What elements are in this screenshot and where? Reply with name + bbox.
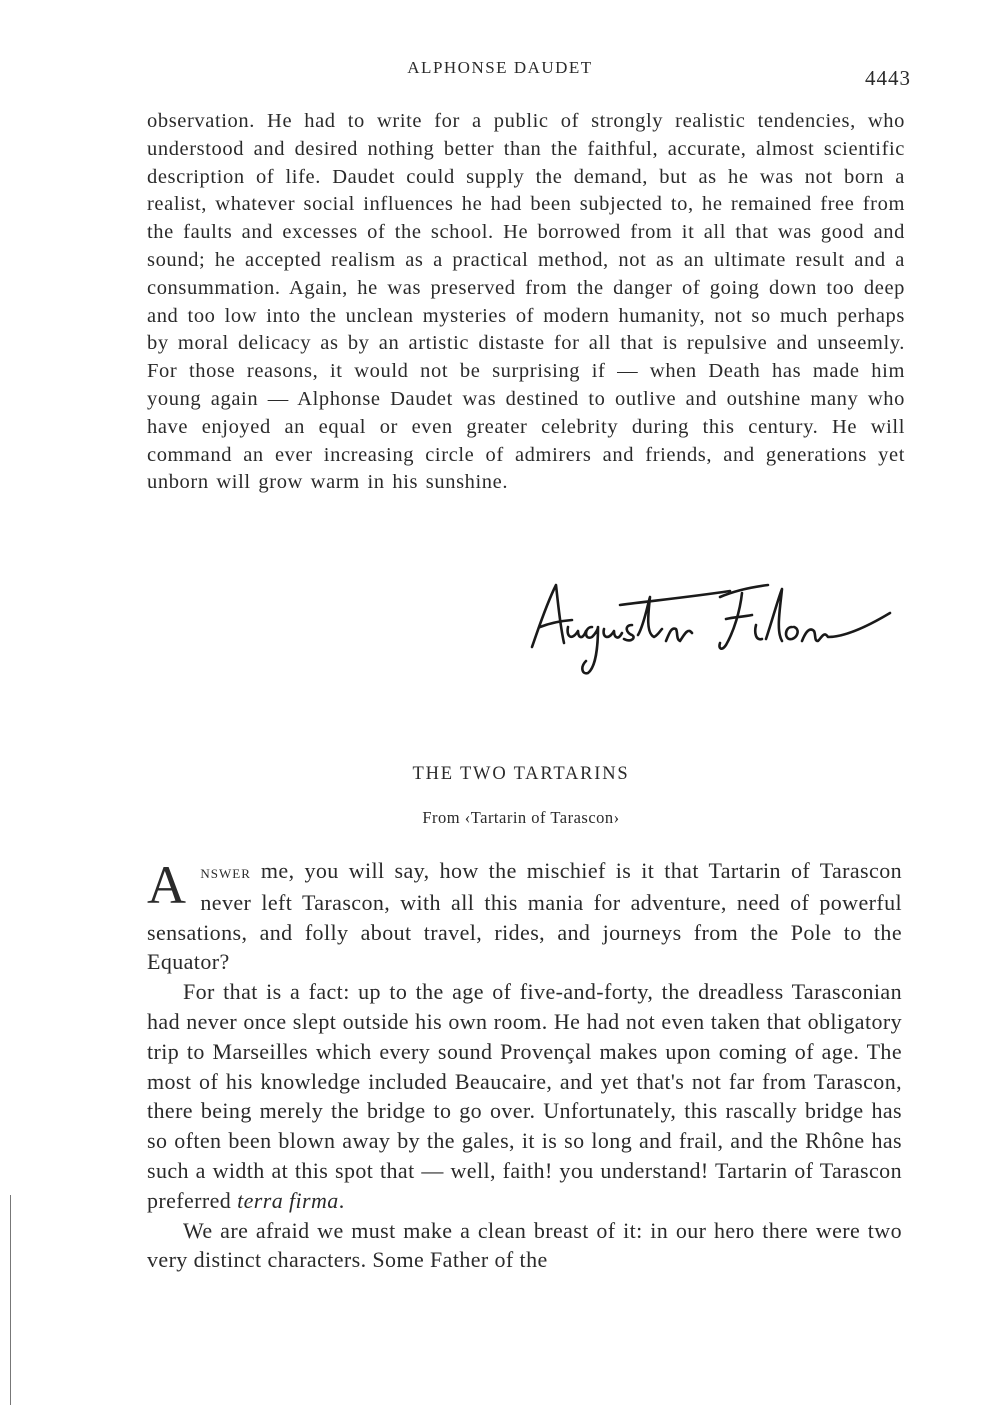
signature-image [520,575,900,685]
story-paragraph-2 [147,977,902,1215]
running-head: ALPHONSE DAUDET [407,58,593,77]
story-paragraph-3: We are afraid we must make a clean breast of it: in our hero there were two very distinct characters. Some Father of the [147,1217,902,1273]
story-paragraph-1 [147,856,902,977]
essay-paragraph: observation. He had to write for a public of strongly realistic tendencies, who understood and desired nothing better than the faithful, accurate, almost scientific description of life. Daudet could supply the demand, but as he was not born a realist, whatever social influences he had been subjected to, he remained free from the faults and excesses of the school. He borrowed from it all that was good and sound; he accepted realism as a practical method, not as an ultimate result and a consummation. Again, he was preserved from the danger of going down too deep and too low into the unclean mysteries of modern humanity, not so much perhaps by moral delicacy as by an artistic distaste for all that is repulsive and unseemly. For those reasons, it would not be surprising if — when Death has made him young again — Alphonse Daudet was destined to outlive and outshine many who have enjoyed an equal or even greater celebrity during this century. He will command an ever increasing circle of admirers and friends, and generations yet unborn will grow warm in his sunshine. [147,110,905,494]
signature [520,575,900,685]
section-title: THE TWO TARTARINS [412,764,630,784]
italic-phrase: terra firma [237,1187,339,1213]
page-number: 4443 [865,66,911,90]
story-paragraph-2-end: . [338,1187,345,1213]
story-text [147,856,902,1275]
story-paragraph-1-text: me, you will say, how the mischief is it that Tartarin of Tarascon never left Tarascon, with all this mania for adventure, need of powerful sensations, and folly about travel, rides, and journeys from the Pole to the Equator? [147,858,902,975]
story-paragraph-2-text: For that is a fact: up to the age of five-and-forty, the dreadless Tarasconian had never once slept outside his own room. He had not even taken that obligatory trip to Marseilles which every sound Provençal makes upon coming of age. The most of his knowledge included Beaucaire, and yet that's not far from Tarascon, there being merely the bridge to go over. Unfortunately, this rascally bridge has so often been blown away by the gales, it is so long and frail, and the Rhône has such a width at this spot that — well, faith! you understand! Tartarin of Tarascon preferred [147,979,902,1213]
opening-small-caps: nswer [200,862,251,882]
section-source: From ‹Tartarin of Tarascon› [422,808,620,827]
margin-rule [10,1195,11,1405]
drop-cap: A [147,855,187,915]
